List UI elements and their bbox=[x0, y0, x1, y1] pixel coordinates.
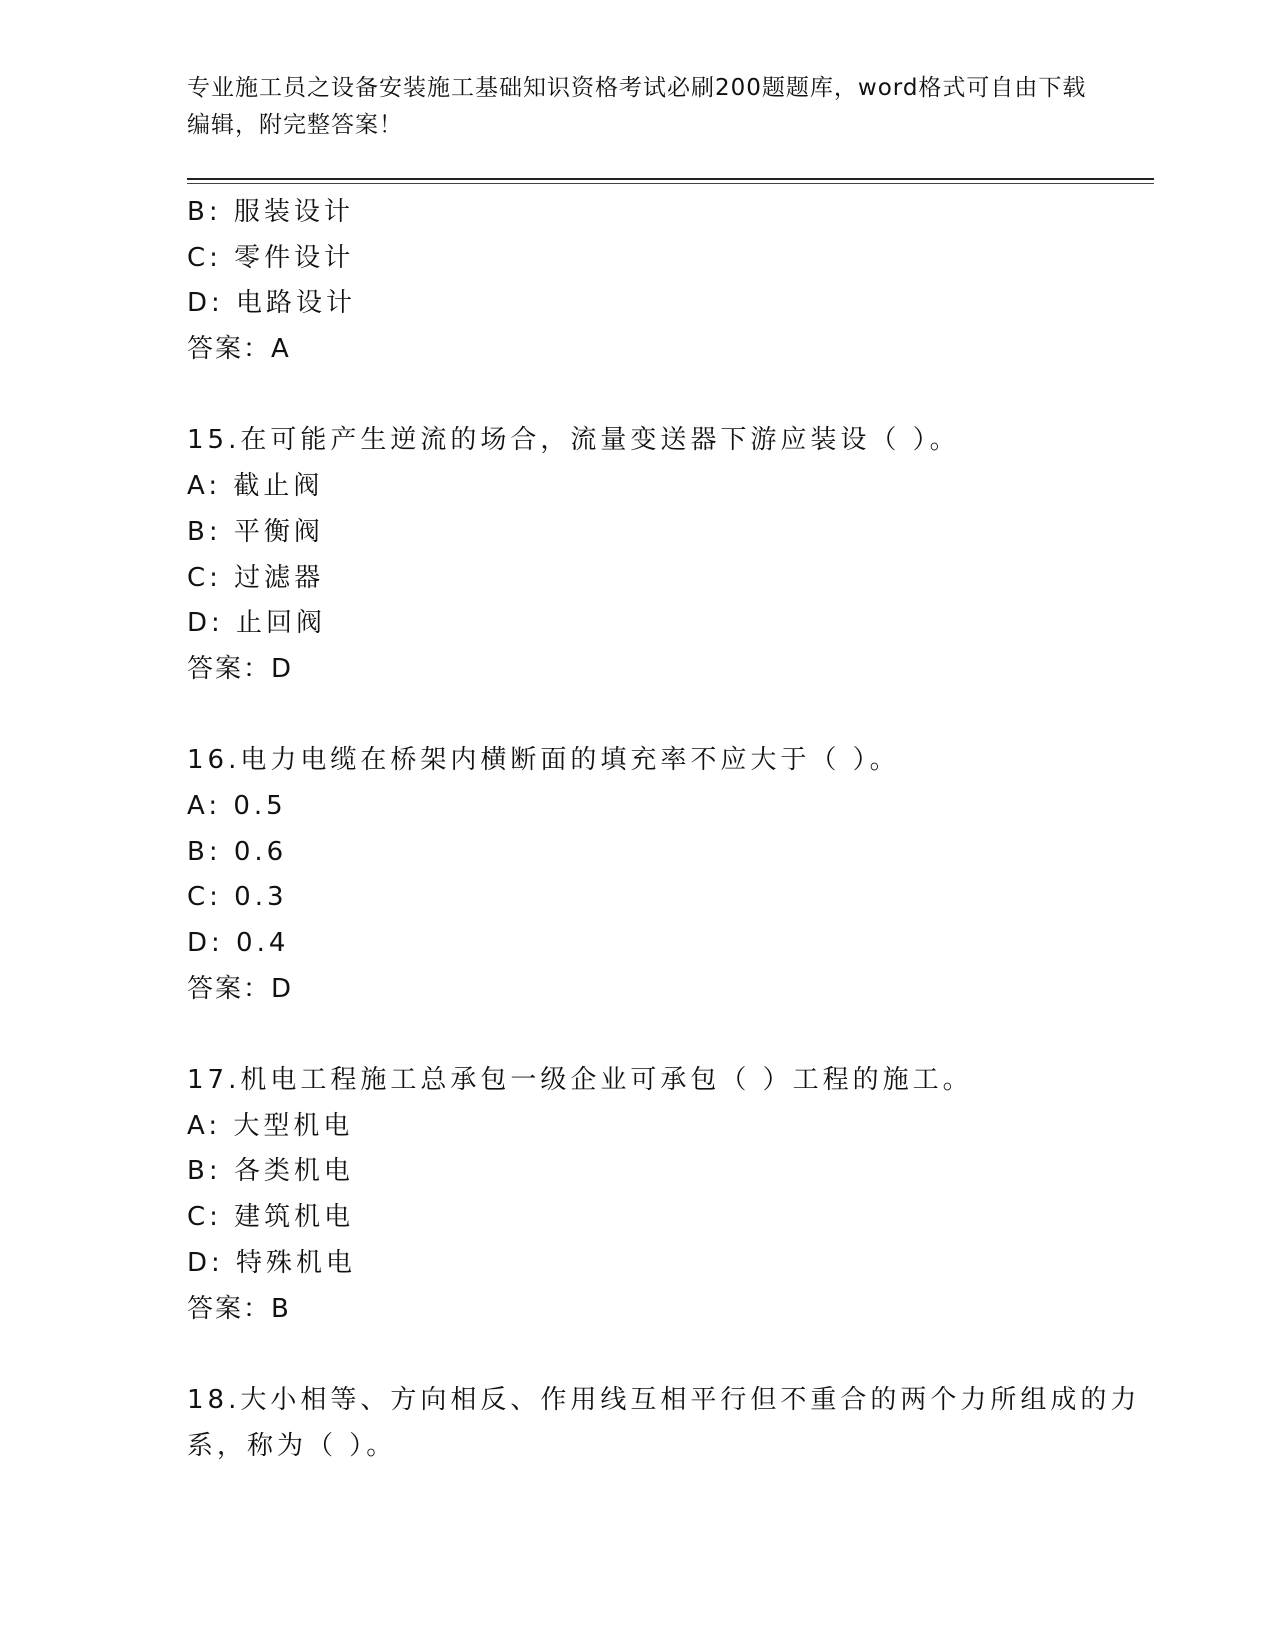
question-18 bbox=[187, 1378, 1147, 1469]
prev-question-block bbox=[187, 190, 1147, 373]
option-d: D: 特殊机电 bbox=[187, 1247, 357, 1278]
option-c: C: 过滤器 bbox=[187, 562, 325, 593]
question-text: 18.大小相等、方向相反、作用线互相平行但不重合的两个力所组成的力系，称为（ ）。 bbox=[187, 1384, 1141, 1461]
question-content bbox=[187, 190, 1147, 1469]
header-rule-thin bbox=[187, 183, 1154, 184]
document-header bbox=[187, 70, 1087, 144]
option-d: D: 0.4 bbox=[187, 928, 290, 958]
spacer bbox=[187, 693, 1147, 739]
question-text: 17.机电工程施工总承包一级企业可承包（ ）工程的施工。 bbox=[187, 1065, 973, 1096]
option-a: A: 大型机电 bbox=[187, 1110, 354, 1141]
spacer bbox=[187, 373, 1147, 419]
spacer bbox=[187, 1012, 1147, 1058]
answer-line: 答案：D bbox=[187, 653, 294, 684]
option-c: C: 建筑机电 bbox=[187, 1202, 355, 1233]
option-d: D: 电路设计 bbox=[187, 288, 357, 319]
question-17 bbox=[187, 1058, 1147, 1332]
header-title: 专业施工员之设备安装施工基础知识资格考试必刷200题题库，word格式可自由下载编辑，附完整答案！ bbox=[187, 75, 1087, 138]
answer-line: 答案：D bbox=[187, 973, 294, 1004]
option-b: B: 各类机电 bbox=[187, 1156, 354, 1187]
option-c: C: 0.3 bbox=[187, 882, 288, 913]
option-b: B: 平衡阀 bbox=[187, 516, 324, 547]
option-b: B: 服装设计 bbox=[187, 197, 354, 227]
option-a: A: 0.5 bbox=[187, 790, 287, 821]
spacer bbox=[187, 1332, 1147, 1378]
option-c: C: 零件设计 bbox=[187, 242, 355, 273]
question-16 bbox=[187, 738, 1147, 1012]
question-text: 16.电力电缆在桥架内横断面的填充率不应大于（ ）。 bbox=[187, 745, 900, 776]
option-b: B: 0.6 bbox=[187, 836, 288, 867]
question-text: 15.在可能产生逆流的场合，流量变送器下游应装设（ ）。 bbox=[187, 425, 960, 456]
answer-line: 答案：A bbox=[187, 334, 291, 365]
answer-line: 答案：B bbox=[187, 1293, 291, 1324]
question-15 bbox=[187, 418, 1147, 692]
option-d: D: 止回阀 bbox=[187, 608, 327, 639]
header-rule-thick bbox=[187, 178, 1154, 180]
option-a: A: 截止阀 bbox=[187, 471, 324, 502]
